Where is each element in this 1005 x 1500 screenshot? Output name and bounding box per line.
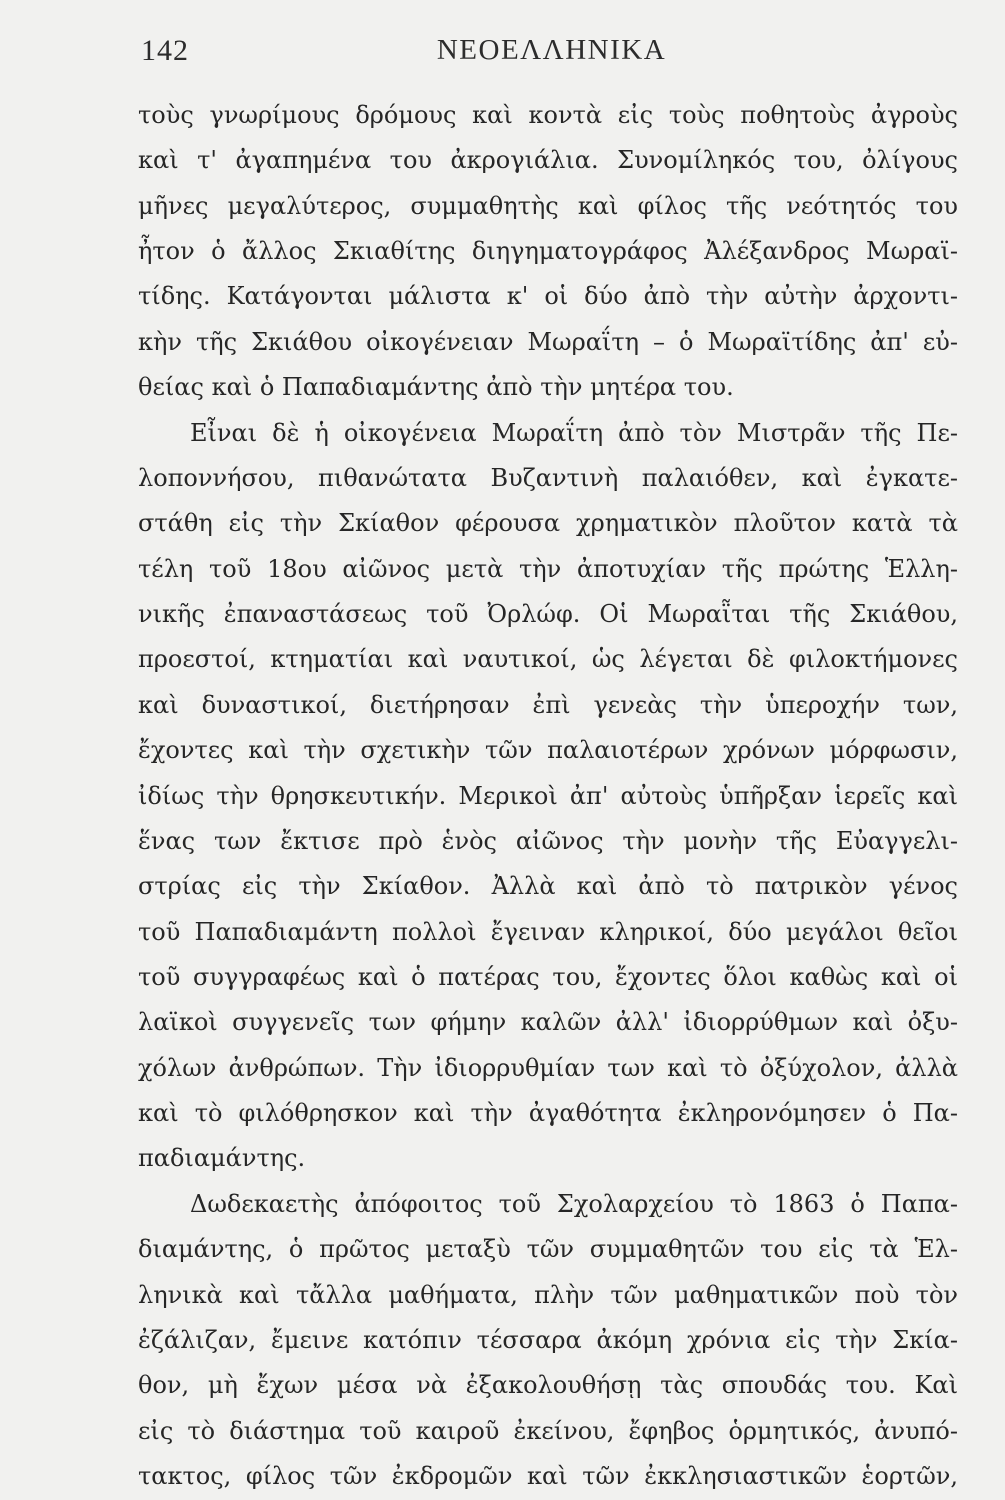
paragraph-first-line: Δωδεκαετὴς ἀπόφοιτος τοῦ Σχολαρχείου τὸ 1863 ὁ Παπα-: [190, 1190, 958, 1218]
text-line: νικῆς ἐπαναστάσεως τοῦ Ὀρλώφ. Οἱ Μωραῗται τῆς Σκιάθου,: [138, 600, 958, 628]
text-line: εἰς τὸ διάστημα τοῦ καιροῦ ἐκείνου, ἔφηβος ὁρμητικός, ἀνυπό-: [138, 1417, 958, 1445]
text-line: τακτος, φίλος τῶν ἐκδρομῶν καὶ τῶν ἐκκλησιαστικῶν ἑορτῶν,: [138, 1462, 958, 1490]
text-line: ληνικὰ καὶ τἄλλα μαθήματα, πλὴν τῶν μαθηματικῶν ποὺ τὸν: [138, 1281, 958, 1309]
text-line: θείας καὶ ὁ Παπαδιαμάντης ἀπὸ τὴν μητέρα του.: [138, 373, 734, 401]
text-line: διαμάντης, ὁ πρῶτος μεταξὺ τῶν συμμαθητῶν του εἰς τὰ Ἑλ-: [138, 1235, 958, 1263]
text-line: λοποννήσου, πιθανώτατα Βυζαντινὴ παλαιόθεν, καὶ ἐγκατε-: [138, 464, 958, 492]
text-line: ἔχοντες καὶ τὴν σχετικὴν τῶν παλαιοτέρων χρόνων μόρφωσιν,: [138, 736, 958, 764]
text-line: προεστοί, κτηματίαι καὶ ναυτικοί, ὡς λέγεται δὲ φιλοκτήμονες: [138, 645, 958, 673]
text-line: στάθη εἰς τὴν Σκίαθον φέρουσα χρηματικὸν πλοῦτον κατὰ τὰ: [138, 509, 958, 537]
text-line: ἐζάλιζαν, ἔμεινε κατόπιν τέσσαρα ἀκόμη χρόνια εἰς τὴν Σκία-: [138, 1326, 958, 1354]
text-line: ἕνας των ἔκτισε πρὸ ἑνὸς αἰῶνος τὴν μονὴν τῆς Εὐαγγελι-: [138, 827, 958, 855]
text-line: τοῦ Παπαδιαμάντη πολλοὶ ἔγειναν κληρικοί, δύο μεγάλοι θεῖοι: [138, 918, 958, 946]
text-line: θον, μὴ ἔχων μέσα νὰ ἐξακολουθήσῃ τὰς σπουδάς του. Καὶ: [138, 1371, 958, 1399]
text-line: στρίας εἰς τὴν Σκίαθον. Ἀλλὰ καὶ ἀπὸ τὸ πατρικὸν γένος: [138, 872, 958, 900]
text-line: λαϊκοὶ συγγενεῖς των φήμην καλῶν ἀλλ' ἰδιορρύθμων καὶ ὀξυ-: [138, 1008, 958, 1036]
text-line: καὶ τ' ἀγαπημένα του ἀκρογιάλια. Συνομίληκός του, ὀλίγους: [138, 146, 958, 174]
text-line: τέλη τοῦ 18ου αἰῶνος μετὰ τὴν ἀποτυχίαν τῆς πρώτης Ἑλλη-: [138, 555, 958, 583]
text-line: χόλων ἀνθρώπων. Τὴν ἰδιορρυθμίαν των καὶ τὸ ὀξύχολον, ἀλλὰ: [138, 1054, 958, 1082]
text-line: ἰδίως τὴν θρησκευτικήν. Μερικοὶ ἀπ' αὐτοὺς ὑπῆρξαν ἱερεῖς καὶ: [138, 782, 958, 810]
page-number: 142: [141, 34, 189, 67]
running-title: ΝΕΟΕΛΛΗΝΙΚΑ: [436, 34, 667, 66]
text-line: παδιαμάντης.: [138, 1144, 306, 1172]
text-line: κὴν τῆς Σκιάθου οἰκογένειαν Μωραΐτη – ὁ Μωραϊτίδης ἀπ' εὐ-: [138, 328, 958, 356]
text-line: καὶ τὸ φιλόθρησκον καὶ τὴν ἀγαθότητα ἐκληρονόμησεν ὁ Πα-: [138, 1099, 958, 1127]
text-line: μῆνες μεγαλύτερος, συμμαθητὴς καὶ φίλος τῆς νεότητός του: [138, 192, 958, 220]
text-line: καὶ δυναστικοί, διετήρησαν ἐπὶ γενεὰς τὴν ὑπεροχήν των,: [138, 691, 958, 719]
text-line: τοῦ συγγραφέως καὶ ὁ πατέρας του, ἔχοντες ὅλοι καθὼς καὶ οἱ: [138, 963, 958, 991]
text-line: τίδης. Κατάγονται μάλιστα κ' οἱ δύο ἀπὸ τὴν αὐτὴν ἀρχοντι-: [138, 282, 958, 310]
paragraph-first-line: Εἶναι δὲ ἡ οἰκογένεια Μωραΐτη ἀπὸ τὸν Μιστρᾶν τῆς Πε-: [190, 419, 958, 447]
text-line: τοὺς γνωρίμους δρόμους καὶ κοντὰ εἰς τοὺς ποθητοὺς ἀγροὺς: [138, 101, 958, 129]
text-line: ἦτον ὁ ἄλλος Σκιαθίτης διηγηματογράφος Ἀλέξανδρος Μωραϊ-: [138, 237, 958, 265]
